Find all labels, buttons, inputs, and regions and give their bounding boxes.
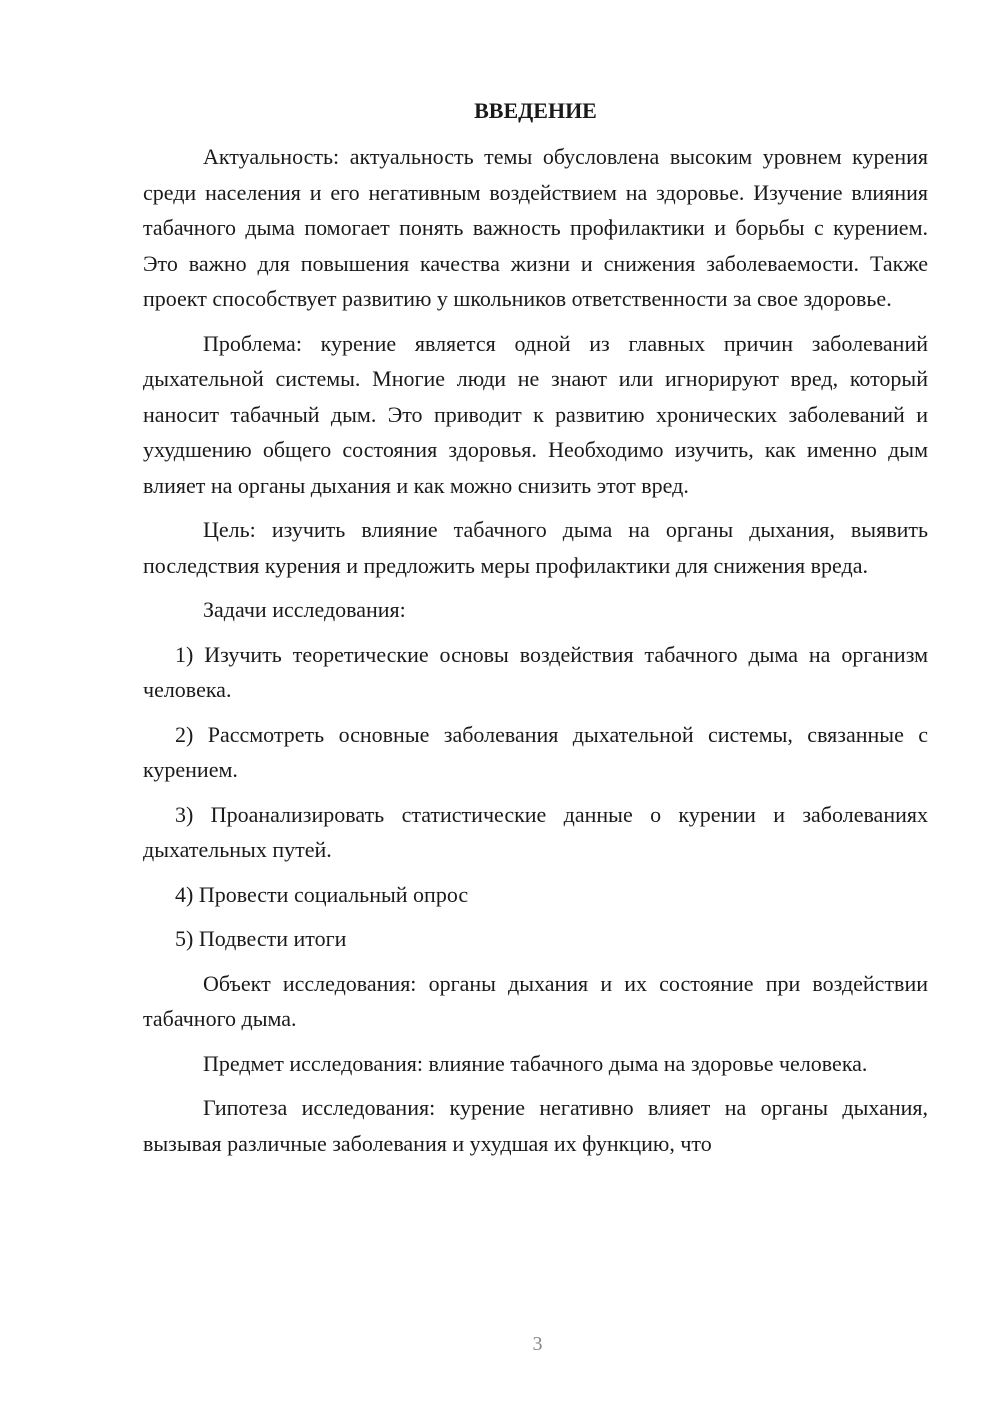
page-number: 3 (532, 1333, 543, 1355)
task-item-3: 3) Проанализировать статистические данные о курении и заболеваниях дыхательных путей. (143, 801, 928, 862)
tasks-list (143, 637, 928, 957)
subject-paragraph: Предмет исследования: влияние табачного дыма на здоровье человека. (203, 1050, 868, 1076)
tasks-heading: Задачи исследования: (203, 597, 406, 622)
problem-paragraph: Проблема: курение является одной из главных причин заболеваний дыхательной системы. Многие люди не знают или игнорируют вред, который наносит табачный дым. Это приводит к развитию хронических заболеваний и ухудшению общего состояния здоровья. Необходимо изучить, как именно дым влияет на органы дыхания и как можно снизить этот вред. (143, 330, 928, 498)
task-item-2: 2) Рассмотреть основные заболевания дыхательной системы, связанные с курением. (143, 721, 928, 782)
relevance-paragraph: Актуальность: актуальность темы обусловлена высоким уровнем курения среди населения и его негативным воздействием на здоровье. Изучение влияния табачного дыма помогает понять важность профилактики и борьбы с курением. Это важно для повышения качества жизни и снижения заболеваемости. Также проект способствует развитию у школьников ответственности за свое здоровье. (143, 144, 928, 311)
hypothesis-paragraph: Гипотеза исследования: курение негативно влияет на органы дыхания, вызывая различные заболевания и ухудшая их функцию, что (143, 1095, 928, 1156)
task-item-4: 4) Провести социальный опрос (175, 881, 469, 907)
document-body (143, 95, 928, 1170)
task-item-5: 5) Подвести итоги (175, 926, 347, 951)
object-paragraph: Объект исследования: органы дыхания и их состояние при воздействии табачного дыма. (143, 970, 928, 1031)
task-item-1: 1) Изучить теоретические основы воздействия табачного дыма на организм человека. (143, 641, 928, 702)
section-title: ВВЕДЕНИЕ (474, 98, 597, 123)
goal-paragraph: Цель: изучить влияние табачного дыма на органы дыхания, выявить последствия курения и предложить меры профилактики для снижения вреда. (143, 517, 928, 578)
